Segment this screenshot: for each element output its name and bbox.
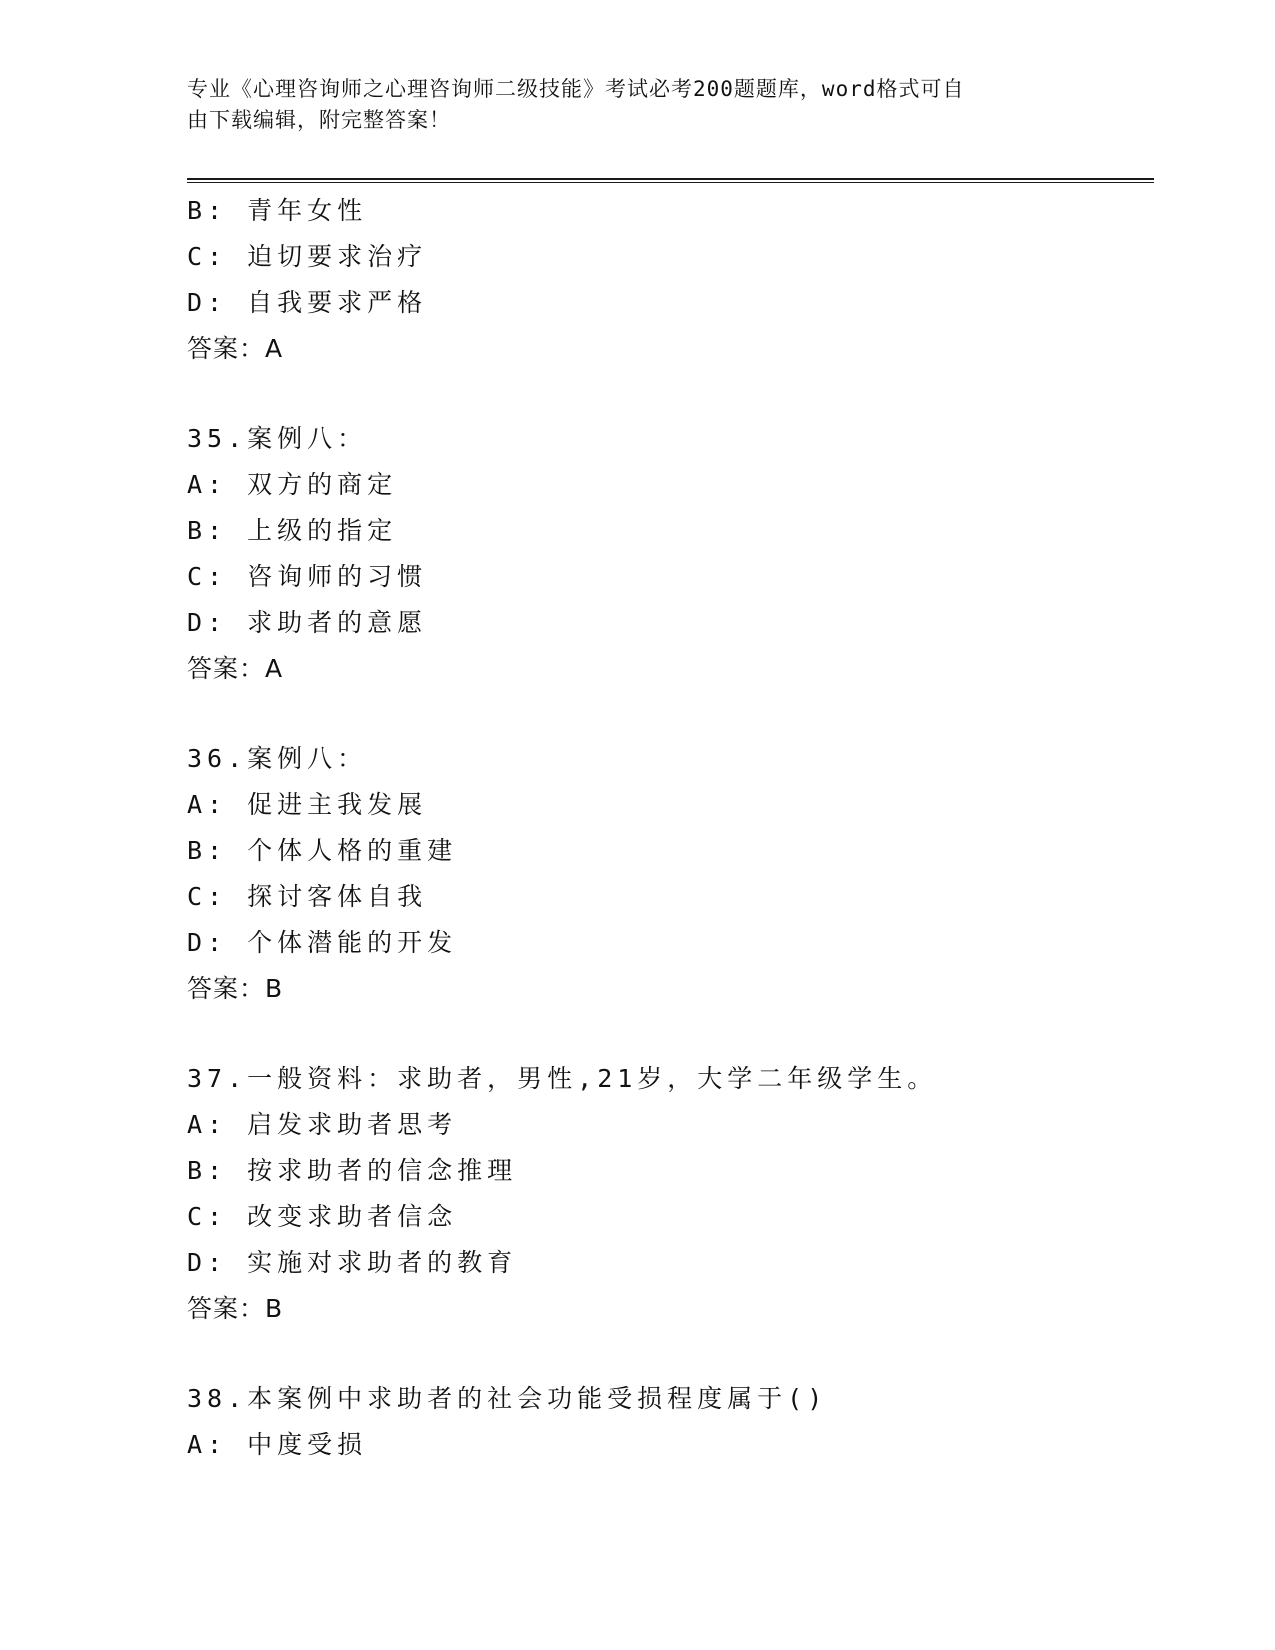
answer-line: 答案：A xyxy=(187,334,284,363)
question-stem: 35.案例八： xyxy=(187,424,368,453)
question-35 xyxy=(187,416,1154,692)
option-d: D: 个体潜能的开发 xyxy=(187,928,458,957)
option-d: D: 实施对求助者的教育 xyxy=(187,1248,518,1277)
option-c: C: 改变求助者信念 xyxy=(187,1202,458,1231)
document-header xyxy=(187,74,1067,136)
option-a: A: 双方的商定 xyxy=(187,470,398,499)
header-divider-top xyxy=(187,178,1154,180)
header-line-2: 由下载编辑，附完整答案！ xyxy=(187,108,451,132)
question-stem: 38.本案例中求助者的社会功能受损程度属于() xyxy=(187,1384,828,1413)
option-c: C: 迫切要求治疗 xyxy=(187,242,428,271)
answer-line: 答案：B xyxy=(187,1294,284,1323)
option-d: D: 求助者的意愿 xyxy=(187,608,428,637)
header-divider-bottom xyxy=(187,182,1154,183)
spacer xyxy=(187,372,1154,416)
header-line-1: 专业《心理咨询师之心理咨询师二级技能》考试必考200题题库，word格式可自 xyxy=(187,77,965,101)
question-list xyxy=(187,188,1154,1468)
question-34-partial xyxy=(187,188,1154,372)
option-b: B: 上级的指定 xyxy=(187,516,398,545)
spacer xyxy=(187,1012,1154,1056)
option-b: B: 按求助者的信念推理 xyxy=(187,1156,518,1185)
question-36 xyxy=(187,736,1154,1012)
option-c: C: 探讨客体自我 xyxy=(187,882,428,911)
option-a: A: 启发求助者思考 xyxy=(187,1110,458,1139)
option-a: A: 中度受损 xyxy=(187,1430,368,1459)
option-a: A: 促进主我发展 xyxy=(187,790,428,819)
answer-line: 答案：A xyxy=(187,654,284,683)
question-38 xyxy=(187,1376,1154,1468)
question-37 xyxy=(187,1056,1154,1332)
question-stem: 36.案例八： xyxy=(187,744,368,773)
option-b: B: 青年女性 xyxy=(187,196,368,225)
question-stem: 37.一般资料：求助者，男性,21岁，大学二年级学生。 xyxy=(187,1064,938,1093)
option-c: C: 咨询师的习惯 xyxy=(187,562,428,591)
spacer xyxy=(187,692,1154,736)
answer-line: 答案：B xyxy=(187,974,284,1003)
spacer xyxy=(187,1332,1154,1376)
option-d: D: 自我要求严格 xyxy=(187,288,428,317)
option-b: B: 个体人格的重建 xyxy=(187,836,458,865)
